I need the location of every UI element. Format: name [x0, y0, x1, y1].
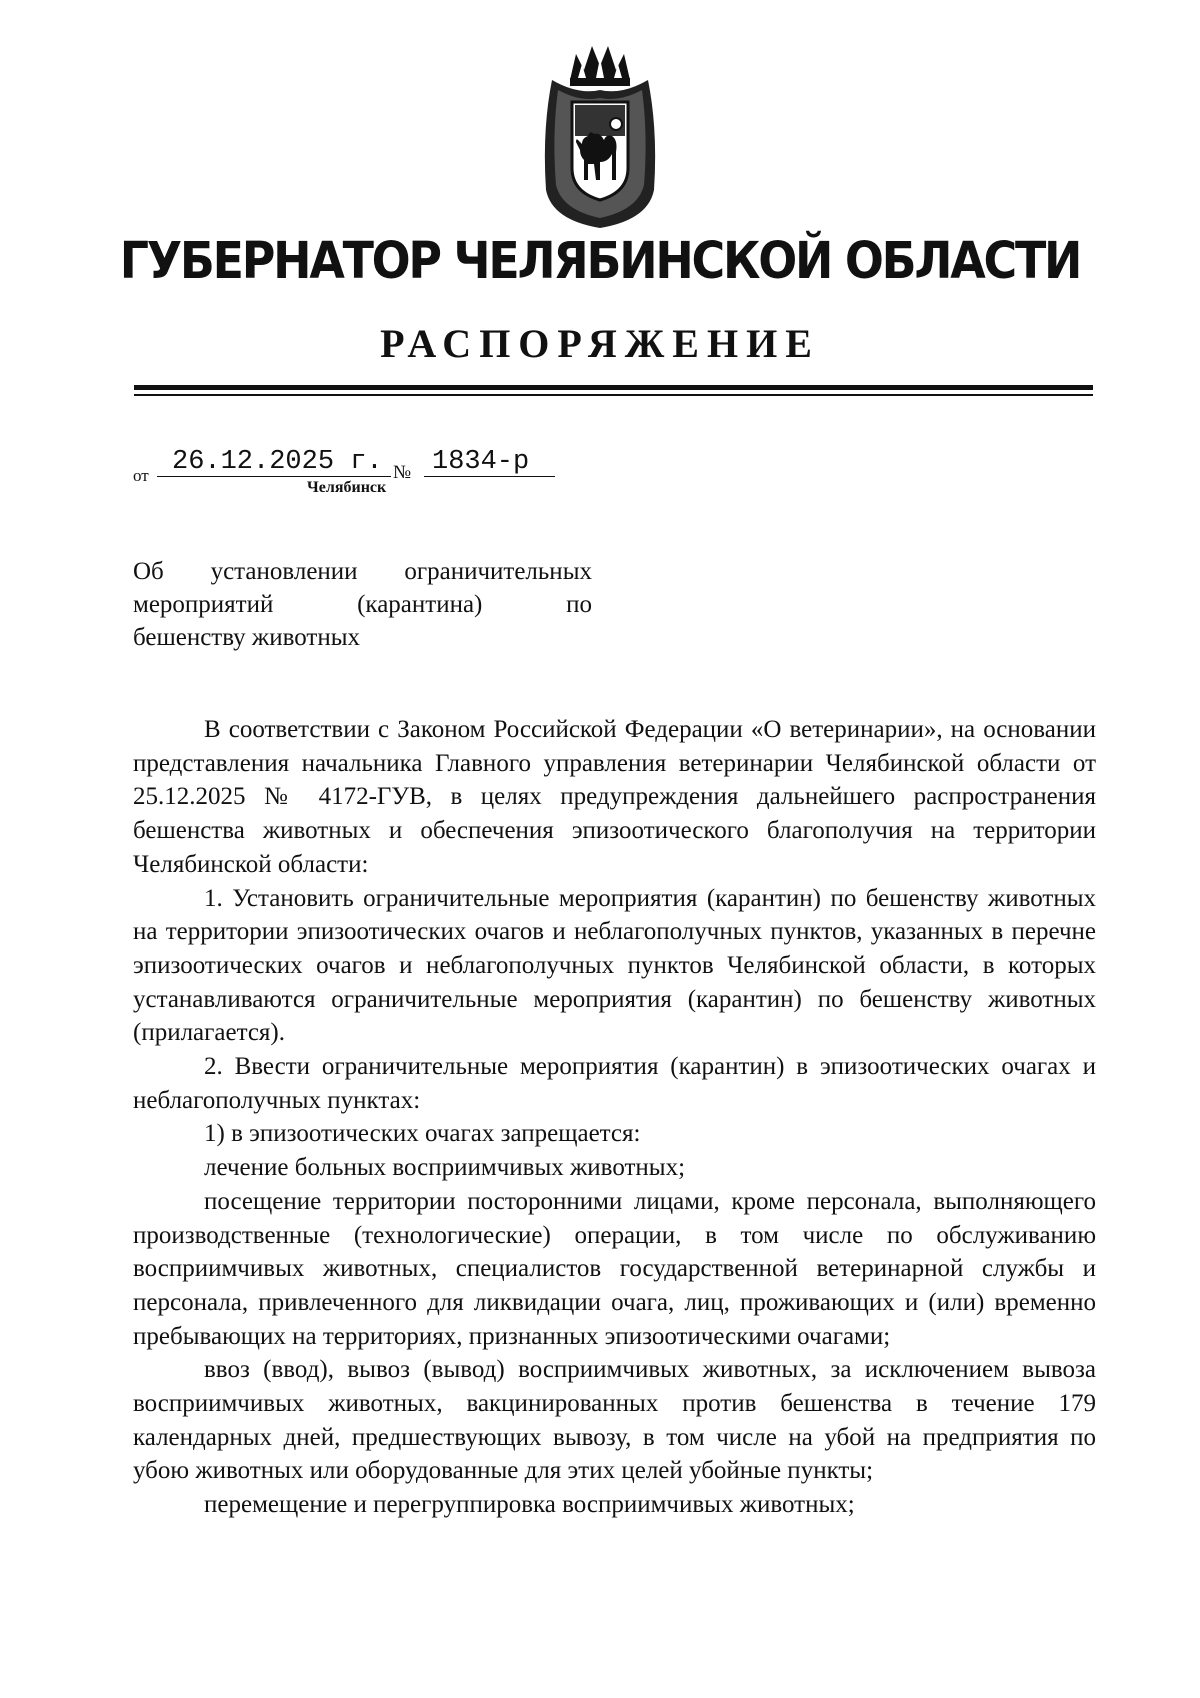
- number-sign: №: [393, 462, 412, 483]
- header-divider-thick: [134, 385, 1093, 390]
- body-paragraph-item-1: 1. Установить ограничительные мероприятия (карантин) по бешенству животных на территории эпизоотических очагов и неблагополучных пунктов, указанных в перечне эпизоотических очагов и неблагополучных пунктов Челябинской области, в которых устанавливаются ограничительные мероприятия (карантин) по бешенству животных (прилагается).: [133, 884, 1096, 1047]
- document-number: 1834-р: [424, 447, 555, 477]
- coat-of-arms-icon: [532, 40, 668, 230]
- body-paragraph-prohibition: перемещение и перегруппировка восприимчивых животных;: [204, 1491, 855, 1519]
- body-paragraph-preamble: В соответствии с Законом Российской Федерации «О ветеринарии», на основании представления начальника Главного управления ветеринарии Челябинской области от 25.12.2025 № 4172-ГУВ, в целях предупреждения дальнейшего распространения бешенства животных и обеспечения эпизоотического благополучия на территории Челябинской области:: [133, 716, 1096, 878]
- body-paragraph-prohibition: посещение территории посторонними лицами, кроме персонала, выполняющего производственные (технологические) операции, в том числе по обслуживанию восприимчивых животных, специалистов государственной ветеринарной службы и персонала, привлеченного для ликвидации очага, лиц, проживающих и (или) временно пребывающих на территориях, признанных эпизоотическими очагами;: [133, 1187, 1096, 1350]
- body-paragraph-item-2: 2. Ввести ограничительные мероприятия (карантин) в эпизоотических очагах и неблагополучных пунктах:: [133, 1053, 1096, 1114]
- subject-line: Об установлении ограничительных: [133, 558, 592, 585]
- subject-line: бешенству животных: [133, 624, 360, 651]
- document-date: 26.12.2025 г.: [157, 447, 391, 477]
- body-paragraph-prohibition: ввоз (ввод), вывоз (вывод) восприимчивых животных, за исключением вывоза восприимчивых животных, вакцинированных против бешенства в течение 179 календарных дней, предшествующих вывозу, в том числе на убой на предприятия по убою животных или оборудованные для этих целей убойные пункты;: [133, 1356, 1096, 1485]
- subject-line: мероприятий (карантина) по: [133, 591, 592, 618]
- issuing-authority-heading: ГУБЕРНАТОР ЧЕЛЯБИНСКОЙ ОБЛАСТИ: [119, 232, 1081, 291]
- body-paragraph-subitem-1: 1) в эпизоотических очагах запрещается:: [204, 1120, 641, 1148]
- issue-city: Челябинск: [307, 479, 387, 496]
- date-prefix: от: [133, 466, 149, 485]
- document-body: [133, 713, 1096, 1522]
- body-paragraph-prohibition: лечение больных восприимчивых животных;: [204, 1154, 686, 1182]
- header-divider-thin: [134, 394, 1093, 396]
- document-type-title: РАСПОРЯЖЕНИЕ: [380, 321, 820, 366]
- document-subject: [133, 555, 592, 654]
